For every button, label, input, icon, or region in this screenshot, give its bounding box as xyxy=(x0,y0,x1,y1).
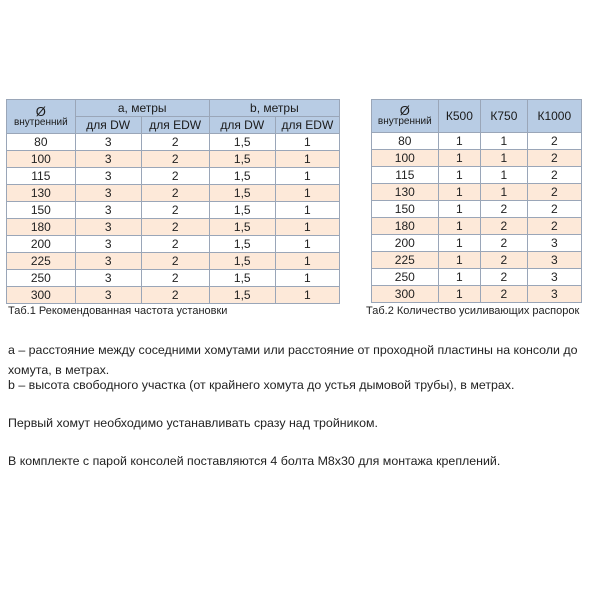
table-cell: 2 xyxy=(481,252,527,269)
table-cell: 150 xyxy=(372,201,439,218)
table-cell: 1,5 xyxy=(209,236,275,253)
table-cell: 1 xyxy=(275,134,339,151)
table-cell: 250 xyxy=(372,269,439,286)
table-cell: 225 xyxy=(7,253,76,270)
sub-header-b-edw: для EDW xyxy=(275,117,339,134)
table-cell: 200 xyxy=(7,236,76,253)
table1-caption: Таб.1 Рекомендованная частота установки xyxy=(8,305,228,317)
table-cell: 2 xyxy=(481,218,527,235)
table-cell: 2 xyxy=(527,167,581,184)
header-k1000: К1000 xyxy=(527,100,581,133)
table-row xyxy=(372,133,582,150)
table-cell: 1 xyxy=(275,151,339,168)
diameter-label: внутренний xyxy=(377,116,432,127)
table-cell: 1,5 xyxy=(209,219,275,236)
table-row xyxy=(7,236,340,253)
table-cell: 1 xyxy=(275,202,339,219)
group-b-header: b, метры xyxy=(209,100,339,117)
spacer-count-table xyxy=(371,99,582,303)
table-cell: 1 xyxy=(481,150,527,167)
table-cell: 3 xyxy=(75,219,141,236)
table-cell: 150 xyxy=(7,202,76,219)
table-cell: 1 xyxy=(481,133,527,150)
table-cell: 2 xyxy=(141,253,209,270)
table-row xyxy=(372,218,582,235)
table-cell: 2 xyxy=(481,201,527,218)
table-row xyxy=(372,252,582,269)
table-cell: 1 xyxy=(481,167,527,184)
table-row xyxy=(372,167,582,184)
table-cell: 2 xyxy=(527,150,581,167)
table-cell: 3 xyxy=(75,202,141,219)
table-cell: 2 xyxy=(141,134,209,151)
table-row xyxy=(372,184,582,201)
table-cell: 2 xyxy=(481,269,527,286)
header-k750: К750 xyxy=(481,100,527,133)
table-row xyxy=(7,151,340,168)
table-cell: 2 xyxy=(141,270,209,287)
table-cell: 2 xyxy=(527,201,581,218)
table-cell: 2 xyxy=(481,286,527,303)
table-cell: 3 xyxy=(527,286,581,303)
table-row xyxy=(7,270,340,287)
table-cell: 1,5 xyxy=(209,168,275,185)
table-cell: 200 xyxy=(372,235,439,252)
table-cell: 1 xyxy=(438,184,481,201)
table-row xyxy=(372,201,582,218)
table-cell: 2 xyxy=(527,133,581,150)
table-cell: 2 xyxy=(527,218,581,235)
table-cell: 1 xyxy=(275,219,339,236)
table-row xyxy=(7,287,340,304)
table-cell: 3 xyxy=(527,252,581,269)
table-row xyxy=(7,253,340,270)
table-cell: 1 xyxy=(438,201,481,218)
diameter-symbol: Ø xyxy=(35,103,46,119)
table-cell: 2 xyxy=(141,287,209,304)
table-cell: 2 xyxy=(527,184,581,201)
table-cell: 2 xyxy=(481,235,527,252)
table-cell: 3 xyxy=(527,235,581,252)
installation-frequency-table xyxy=(6,99,340,304)
table-cell: 300 xyxy=(372,286,439,303)
table2-caption: Таб.2 Количество усиливающих распорок xyxy=(366,305,580,317)
table-row xyxy=(372,269,582,286)
table-cell: 1 xyxy=(275,168,339,185)
diameter-symbol: Ø xyxy=(399,103,410,118)
table2-body xyxy=(372,133,582,303)
table-row xyxy=(7,219,340,236)
table-cell: 3 xyxy=(75,134,141,151)
table-cell: 3 xyxy=(75,253,141,270)
table-cell: 3 xyxy=(75,287,141,304)
diameter-header xyxy=(7,100,76,134)
table-cell: 80 xyxy=(372,133,439,150)
table-cell: 130 xyxy=(372,184,439,201)
table-cell: 1 xyxy=(275,287,339,304)
table-cell: 3 xyxy=(75,168,141,185)
table-cell: 1 xyxy=(481,184,527,201)
table-cell: 1 xyxy=(438,252,481,269)
table-cell: 2 xyxy=(141,219,209,236)
table-cell: 1,5 xyxy=(209,253,275,270)
table-cell: 115 xyxy=(7,168,76,185)
diameter-label: внутренний xyxy=(13,116,68,128)
table-cell: 2 xyxy=(141,202,209,219)
table-cell: 180 xyxy=(7,219,76,236)
sub-header-a-edw: для EDW xyxy=(141,117,209,134)
table1-body xyxy=(7,134,340,304)
table-row xyxy=(372,150,582,167)
table-row xyxy=(7,185,340,202)
table-cell: 1 xyxy=(438,167,481,184)
note-first-clamp: Первый хомут необходимо устанавливать сразу над тройником. xyxy=(8,416,378,430)
table-cell: 115 xyxy=(372,167,439,184)
table-cell: 1,5 xyxy=(209,185,275,202)
table-cell: 3 xyxy=(75,270,141,287)
table-cell: 225 xyxy=(372,252,439,269)
table-cell: 2 xyxy=(141,168,209,185)
table-cell: 1,5 xyxy=(209,270,275,287)
table-cell: 1,5 xyxy=(209,151,275,168)
table-cell: 1 xyxy=(438,133,481,150)
table-cell: 100 xyxy=(372,150,439,167)
sub-header-a-dw: для DW xyxy=(75,117,141,134)
table-cell: 1 xyxy=(275,270,339,287)
table-cell: 1 xyxy=(438,150,481,167)
group-a-header: a, метры xyxy=(75,100,209,117)
note-kit: В комплекте с парой консолей поставляются 4 болта М8х30 для монтажа креплений. xyxy=(8,454,501,468)
table-cell: 1,5 xyxy=(209,287,275,304)
table-row xyxy=(7,168,340,185)
note-b: b – высота свободного участка (от крайнего хомута до устья дымовой трубы), в метрах. xyxy=(8,378,515,392)
table-cell: 3 xyxy=(75,185,141,202)
table-cell: 1 xyxy=(275,236,339,253)
diameter-header xyxy=(372,100,439,133)
table-cell: 1 xyxy=(438,286,481,303)
table-cell: 80 xyxy=(7,134,76,151)
table-cell: 3 xyxy=(527,269,581,286)
table-cell: 1 xyxy=(275,185,339,202)
table-cell: 1,5 xyxy=(209,134,275,151)
table-cell: 1,5 xyxy=(209,202,275,219)
table-row xyxy=(372,286,582,303)
sub-header-b-dw: для DW xyxy=(209,117,275,134)
table-cell: 1 xyxy=(438,235,481,252)
table-cell: 250 xyxy=(7,270,76,287)
table-cell: 2 xyxy=(141,236,209,253)
table-cell: 3 xyxy=(75,151,141,168)
table-row xyxy=(372,235,582,252)
table-row xyxy=(7,134,340,151)
table-cell: 3 xyxy=(75,236,141,253)
table-cell: 130 xyxy=(7,185,76,202)
table-cell: 100 xyxy=(7,151,76,168)
table-cell: 2 xyxy=(141,151,209,168)
table-cell: 1 xyxy=(438,218,481,235)
table-cell: 180 xyxy=(372,218,439,235)
table-cell: 300 xyxy=(7,287,76,304)
table-cell: 1 xyxy=(275,253,339,270)
table-cell: 1 xyxy=(438,269,481,286)
note-a: a – расстояние между соседними хомутами или расстояние от проходной пластины на консоли до хомута, в метрах. xyxy=(8,343,578,377)
header-k500: К500 xyxy=(438,100,481,133)
table-cell: 2 xyxy=(141,185,209,202)
table-row xyxy=(7,202,340,219)
